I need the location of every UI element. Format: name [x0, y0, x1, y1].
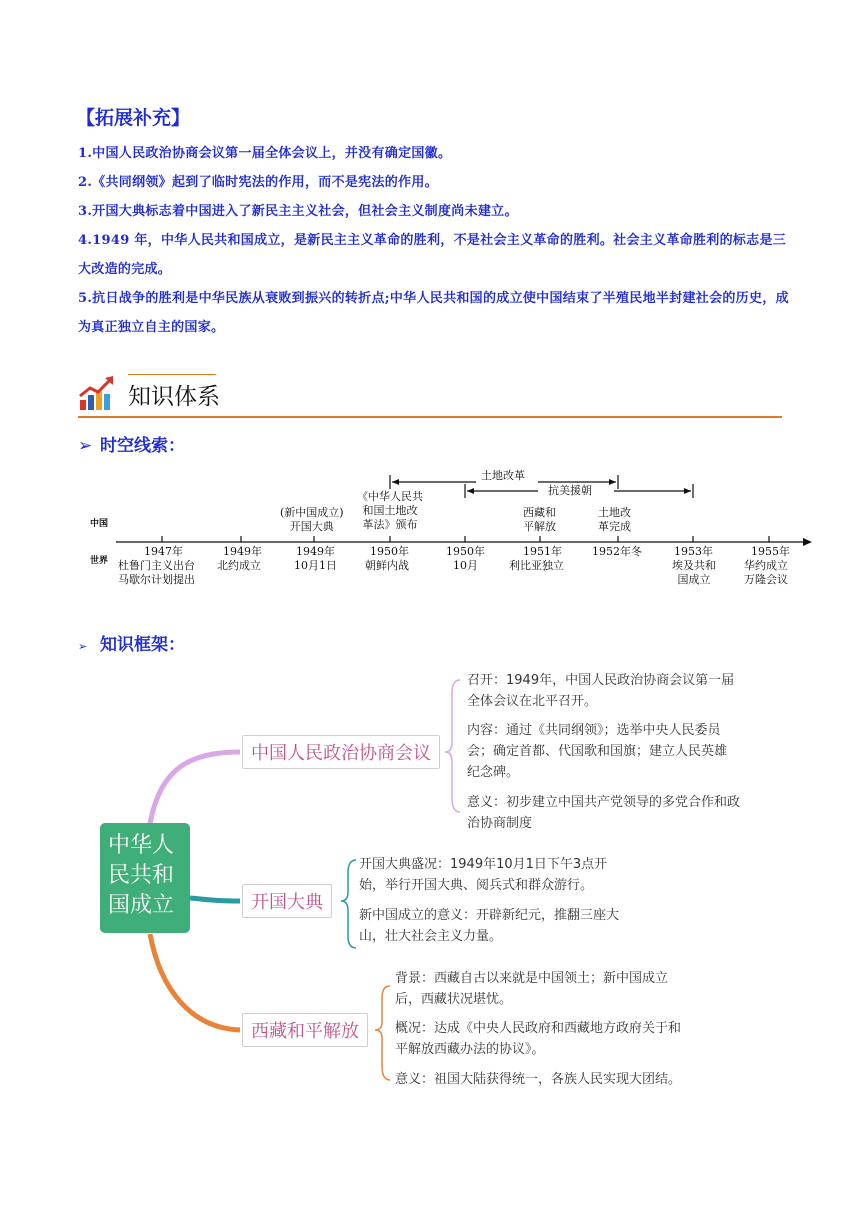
row-label-world: 世界 [90, 556, 109, 566]
supplement-line-3: 3.开国大典标志着中国进入了新民主主义社会，但社会主义制度尚未建立。 [78, 204, 518, 219]
leaf-ceremony-scene: 开国大典盛况：1949年10月1日下午3点开 始，举行开国大典、阅兵式和群众游行。 [359, 857, 608, 893]
timeline-date: 1949年 [223, 545, 262, 558]
supplement-line-5: 5.抗日战争的胜利是中华民族从衰败到振兴的转折点;中华人民共和国的成立使中国结束了半殖民地半封建社会的历史，成为真正独立自主的国家。 [78, 291, 789, 335]
leaf-tibet-background: 背景：西藏自古以来就是中国领土；新中国成立 后，西藏状况堪忧。 [395, 971, 669, 1007]
leaf-cppcc-convene: 召开：1949年，中国人民政治协商会议第一届 全体会议在北平召开。 [467, 673, 735, 709]
section-title: 知识体系 [128, 384, 220, 410]
world-event: 朝鲜内战 [365, 559, 409, 572]
timeline-date: 1947年 [144, 545, 183, 558]
bullet-timeline-label: 时空线索： [100, 436, 185, 456]
world-event: 埃及共和 国成立 [672, 559, 716, 586]
header-accent-line [128, 374, 216, 375]
supplement-line-1: 1.中国人民政治协商会议第一届全体会议上，并没有确定国徽。 [78, 146, 452, 161]
leaf-cppcc-significance: 意义：初步建立中国共产党领导的多党合作和政 治协商制度 [467, 795, 741, 831]
supplement-line-2: 2.《共同纲领》起到了临时宪法的作用，而不是宪法的作用。 [78, 175, 438, 190]
timeline-date: 1952年冬 [592, 545, 642, 558]
timeline-date: 1951年 [523, 545, 562, 558]
growth-chart-icon [78, 374, 116, 412]
china-event: 西藏和 平解放 [523, 506, 556, 533]
timeline-date: 1955年 [751, 545, 790, 558]
mind-map [90, 668, 790, 1098]
root-node-label: 中华人 民共和 国成立 [108, 833, 175, 918]
timeline-date: 1953年 [674, 545, 713, 558]
leaf-cppcc-content: 内容：通过《共同纲领》；选举中央人民委员 会；确定首都、代国歌和国旗；建立人民英雄 纪念碑。 [467, 723, 728, 780]
world-event: 华约成立 万隆会议 [744, 559, 788, 586]
arrow-bullet-icon: ➢ [78, 640, 88, 653]
supplement-line-4: 4.1949 年，中华人民共和国成立，是新民主主义革命的胜利，不是社会主义革命的胜利。社会主义革命胜利的标志是三大改造的完成。 [78, 233, 787, 277]
china-event: (新中国成立) 开国大典 [280, 506, 344, 533]
bullet-timeline [78, 431, 185, 456]
china-event: 土地改 革完成 [598, 506, 631, 533]
supplement-title: 【拓展补充】 [76, 107, 191, 129]
world-event: 北约成立 [217, 559, 261, 572]
branch-cppcc-label: 中国人民政治协商会议 [251, 743, 431, 764]
timeline-date: 1949年 10月1日 [294, 545, 337, 572]
branch-founding-ceremony-label: 开国大典 [251, 892, 323, 913]
branch-tibet-liberation-label: 西藏和平解放 [251, 1021, 359, 1042]
leaf-tibet-overview: 概况：达成《中央人民政府和西藏地方政府关于和 平解放西藏办法的协议》。 [395, 1021, 682, 1057]
branch-cppcc [242, 735, 440, 769]
timeline-date: 1950年 10月 [446, 545, 485, 572]
bullet-framework-label: 知识框架： [100, 635, 185, 655]
bullet-framework [78, 630, 185, 655]
world-event: 利比亚独立 [509, 559, 564, 572]
section-divider [78, 416, 782, 418]
arrow-bullet-icon: ➢ [78, 436, 93, 456]
leaf-ceremony-significance: 新中国成立的意义：开辟新纪元，推翻三座大 山，壮大社会主义力量。 [359, 908, 620, 944]
span-resist-us-aid-korea: 抗美援朝 [548, 484, 592, 497]
root-node [100, 823, 190, 933]
china-event: 《中华人民共 和国土地改 革法》颁布 [357, 490, 423, 531]
timeline [76, 463, 816, 593]
leaf-tibet-significance: 意义：祖国大陆获得统一，各族人民实现大团结。 [395, 1072, 682, 1087]
row-label-china: 中国 [90, 519, 109, 529]
world-event: 杜鲁门主义出台 马歇尔计划提出 [118, 559, 195, 586]
branch-tibet-liberation [242, 1013, 368, 1047]
branch-founding-ceremony [242, 884, 332, 918]
timeline-date: 1950年 [370, 545, 409, 558]
span-land-reform: 土地改革 [481, 469, 525, 482]
